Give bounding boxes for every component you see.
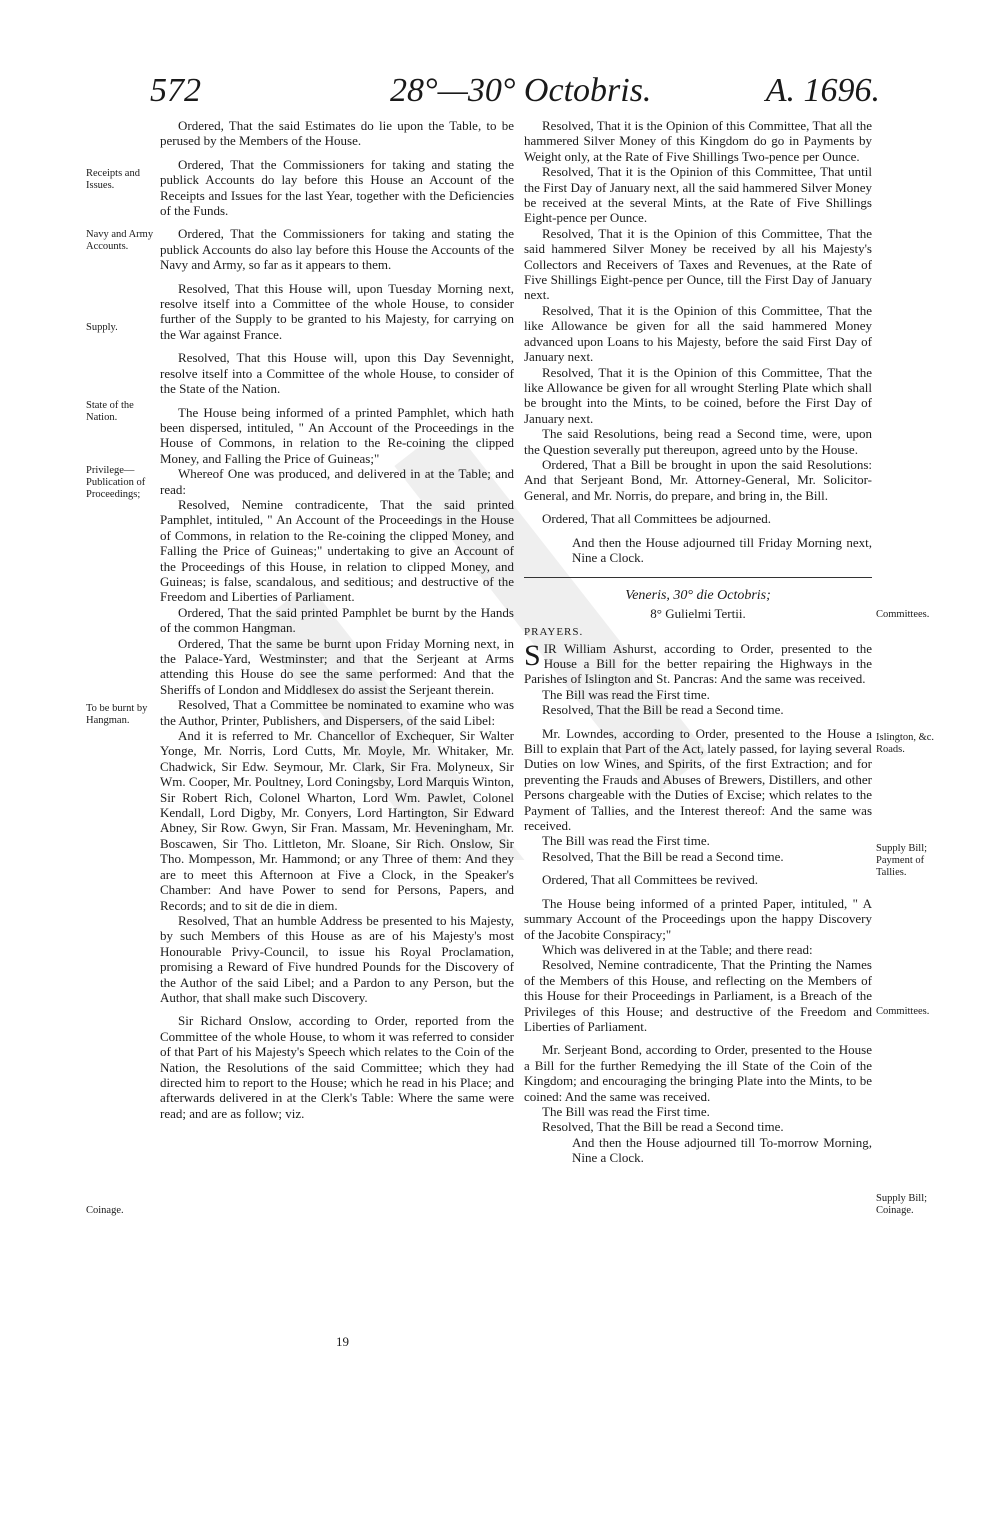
paragraph: Which was delivered in at the Table; and there read: (542, 941, 813, 957)
paragraph: Ordered, That the said printed Pamphlet be burnt by the Hands of the common Hangman. (160, 604, 514, 636)
paragraph: Resolved, That an humble Address be presented to his Majesty, by such Members of this House as are of his Majesty's most Honourable Privy-Council, to issue his Royal Proclamation, promising a Reward of Five hundred Pounds for the Discovery of the Author of the said Libel; and a Pardon to any Person, but the Author, that shall make such Discovery. (160, 912, 514, 1005)
drop-cap: S (524, 638, 541, 672)
paragraph: Resolved, Nemine contradicente, That the Printing the Names of the Members of this House, and reflecting on the Members of this House for their Proceedings in Parliament, is a Breach of the Privileges of this House; and destructive of the Freedom and Liberties of Parliament. (524, 957, 872, 1034)
paragraph: Resolved, That it is the Opinion of this Committee, That the like Allowance be given for all the said hammered Money advanced upon Loans to his Majesty, before the said First Day of January next. (524, 302, 872, 365)
paragraph: Ordered, That the Commissioners for taking and stating the publick Accounts do lay before this House an Account of the Receipts and Issues for the last Year, together with the Deficiencies of the Funds. (160, 156, 514, 219)
paragraph: The Bill was read the First time. (542, 686, 710, 702)
day-heading: Veneris, 30° die Octobris; (625, 588, 771, 604)
paragraph: Mr. Serjeant Bond, according to Order, presented to the House a Bill for the further Remedying the ill State of the Coin of the Kingdom; and encouraging the bringing Plate into the Mints, to be coined: And the same was received. (524, 1042, 872, 1104)
paragraph: The said Resolutions, being read a Second time, were, upon the Question severally put thereupon, agreed unto by the House. (524, 426, 872, 457)
page-number: 572 (150, 72, 201, 109)
header-year: A. 1696. (765, 72, 880, 109)
paragraph: The Bill was read the First time. (542, 1103, 710, 1119)
margin-note-coinage: Coinage. (86, 1205, 124, 1216)
paragraph: Resolved, That it is the Opinion of this Committee, That all the hammered Silver Money of this Kingdom do go in Payments by Weight only, at the Rate of Five Shillings Two-pence per Ounce. (524, 118, 872, 164)
paragraph (524, 638, 872, 687)
paragraph: Resolved, That the Bill be read a Second time. (542, 1119, 784, 1135)
paragraph: Resolved, That this House will, upon this Day Sevennight, resolve itself into a Committee of the whole House, to consider of the State of the Nation. (160, 350, 514, 397)
paragraph: Resolved, That this House will, upon Tuesday Morning next, resolve itself into a Committee of the whole House, to consider further of the Supply to be granted to his Majesty, for carrying on the War against France. (160, 280, 514, 342)
header-date: 28°—30° Octobris. (390, 72, 652, 109)
margin-note-committees-2: Committees. (876, 1006, 930, 1017)
committees-adjourned: Ordered, That all Committees be adjourned. (542, 511, 771, 527)
margin-note-hangman: To be burnt by Hangman. (86, 703, 148, 726)
paragraph: The Bill was read the First time. (542, 833, 710, 849)
paragraph: Sir Richard Onslow, according to Order, reported from the Committee of the whole House, to whom it was referred to consider of that Part of his Majesty's Speech which relates to the Coin of the Nation, the Resolutions of the said Committee; which they had directed him to report to the House; which he read in his Place; and afterwards delivered in at the Clerk's Table: Where the same were read; and are as follow; viz. (160, 1013, 514, 1121)
adjournment-note: And then the House adjourned till Friday Morning next, Nine a Clock. (572, 534, 872, 565)
signature-mark: 19 (336, 1334, 349, 1349)
paragraph: And it is referred to Mr. Chancellor of Exchequer, Sir Walter Yonge, Mr. Norris, Lord Cutts, Mr. Moyle, Mr. Whitaker, Mr. Chadwick, Sir Edw. Seymour, Mr. Clark, Sir Fra. Molyneux, Sir Wm. Cooper, Mr. Poultney, Lord Coningsby, Lord Marquis Winton, Sir Robert Rich, Colonel Wharton, Lord Wm. Pawlet, Colonel Kendall, Lord Digby, Mr. Conyers, Lord Hartington, Sir Edward Abney, Sir Row. Gwyn, Sir Fran. Massam, Mr. Heveningham, Mr. Boscawen, Sir Tho. Littleton, Mr. Sloane, Sir Rich. Onslow, Sir Tho. Mompesson, Mr. Hammond; or any Three of them: And they are to meet this Afternoon at Five a Clock, in the Speaker's Chamber: And have Power to send for Persons, Papers, and Records; and to sit de die in diem. (160, 728, 514, 913)
paragraph: Resolved, That it is the Opinion of this Committee, That until the First Day of January next, all the said hammered Silver Money be received at the several Mints, at the Rate of Five Shillings Eight-pence per Ounce. (524, 164, 872, 226)
margin-note-state: State of the Nation. (86, 400, 134, 423)
margin-note-receipts: Receipts and Issues. (86, 168, 140, 191)
paragraph: Ordered, That the Commissioners for taking and stating the publick Accounts do also lay before this House the Accounts of the Navy and Army, so far as it appears to them. (160, 226, 514, 273)
margin-note-islington: Islington, &c. Roads. (876, 732, 935, 755)
paragraph: Whereof One was produced, and delivered in at the Table; and read: (160, 466, 514, 497)
paragraph: Ordered, That the same be burnt upon Friday Morning next, in the Palace-Yard, Westminster; and that the Serjeant at Arms attending this House do see the same performed: And that the Sheriffs of London and Middlesex do assist the Serjeant therein. (160, 635, 514, 697)
paragraph: Ordered, That the said Estimates do lie upon the Table, to be perused by the Members of the House. (160, 118, 514, 149)
paragraph: The House being informed of a printed Pamphlet, which hath been dispersed, intituled, " An Account of the Proceedings in the House of Commons, in relation to the Re-coining the clipped Money, and Falling the Price of Guineas;" (160, 404, 514, 466)
regnal-year: 8° Gulielmi Tertii. (650, 605, 746, 621)
paragraph: Resolved, Nemine contradicente, That the said printed Pamphlet, intituled, " An Account of the Proceedings in the House of Commons, in relation to the Re-coining the clipped Money, and Falling the Price of Guineas;" undertaking to give an Account of the Proceedings of this House, in relation to clipped Money, and Guineas; is false, scandalous, and seditious; and destructive of the Freedom and Liberties of Parliament. (160, 496, 514, 605)
section-divider (524, 577, 872, 578)
margin-note-navy: Navy and Army Accounts. (86, 229, 154, 252)
paragraph: Resolved, That a Committee be nominated to examine who was the Author, Printer, Publishers, and Dispersers, of the said Libel: (160, 697, 514, 728)
adjournment-note: And then the House adjourned till To-morrow Morning, Nine a Clock. (572, 1134, 872, 1166)
page-header (150, 72, 880, 122)
left-column (160, 118, 514, 1121)
paragraph: Resolved, That it is the Opinion of this Committee, That the like Allowance be given for all wrought Sterling Plate which shall be brought into the Mints, to be coined, before the First Day of January next. (524, 364, 872, 426)
paragraph: Resolved, That the Bill be read a Second time. (542, 702, 784, 718)
paragraph: Mr. Lowndes, according to Order, presented to the House a Bill to explain that Part of the Act, lately passed, for laying several Duties on low Wines, and Spirits, of the first Extraction; and for preventing the Frauds and Abuses of Brewers, Distillers, and other Persons chargeable with the Duties of Excise; which relates to the Payment of Tallies, and the Interest thereof: And the same was received. (524, 725, 872, 834)
margin-note-committees-1: Committees. (876, 609, 930, 620)
margin-note-coinage-bill: Supply Bill; Coinage. (876, 1193, 928, 1216)
paragraph: Ordered, That all Committees be revived. (542, 872, 758, 888)
paragraph: Resolved, That the Bill be read a Second time. (542, 848, 784, 864)
paragraph: Ordered, That a Bill be brought in upon the said Resolutions: And that Serjeant Bond, Mr. Attorney-General, Mr. Solicitor-General, and Mr. Norris, do prepare, and bring in, the Bill. (524, 456, 872, 503)
margin-note-privilege: Privilege— Publication of Proceedings; (86, 465, 146, 500)
margin-note-tallies: Supply Bill; Payment of Tallies. (876, 843, 928, 878)
prayers-heading: PRAYERS. (524, 626, 584, 639)
paragraph: The House being informed of a printed Paper, intituled, " A summary Account of the Proceedings upon the happy Discovery of the Jacobite Conspiracy;" (524, 895, 872, 942)
paragraph: Resolved, That it is the Opinion of this Committee, That the said hammered Silver Money be received by all his Majesty's Collectors and Receivers of Taxes and Revenues, at the Rate of Five Shillings Eight-pence per Ounce, till the First Day of January next. (524, 225, 872, 303)
paragraph-text: IR William Ashurst, according to Order, presented to the House a Bill for the better repairing the Highways in the Parishes of Islington and St. Pancras: And the same was received. (524, 640, 872, 687)
margin-note-supply: Supply. (86, 322, 118, 333)
right-column (524, 118, 872, 1166)
